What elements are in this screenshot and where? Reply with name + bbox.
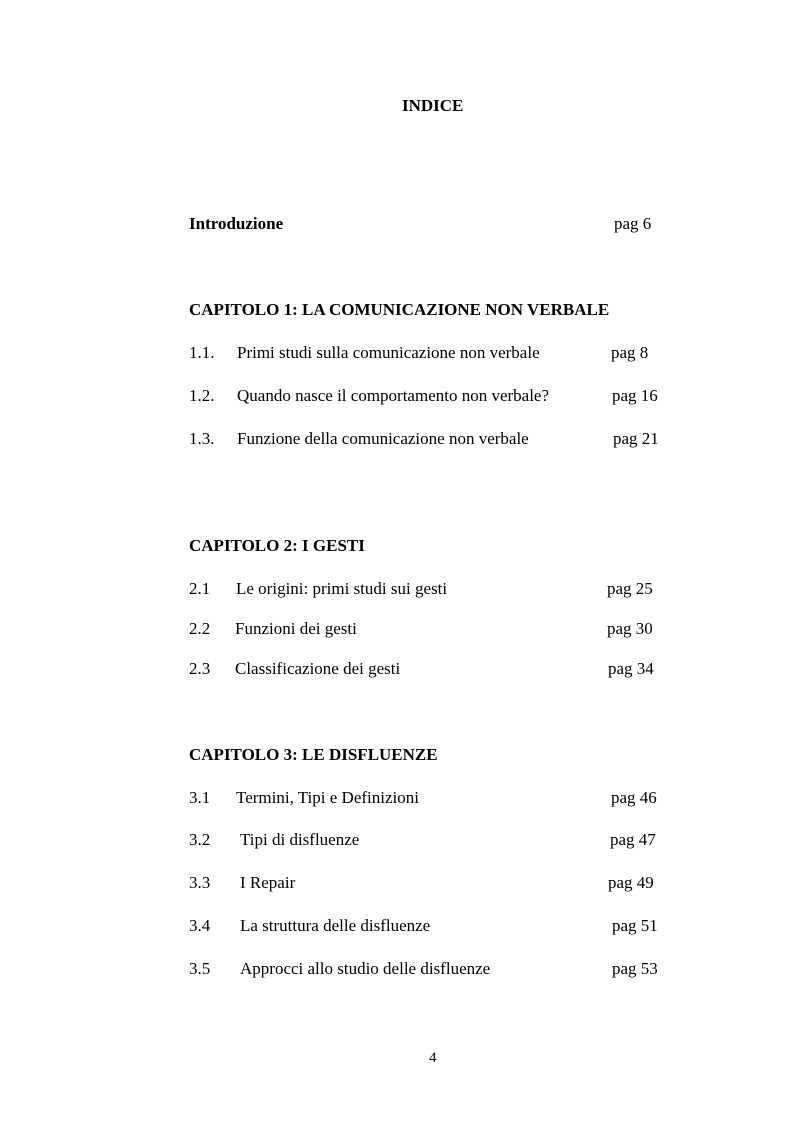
toc-entry-number: 3.1: [189, 788, 211, 807]
toc-entry-page: pag 25: [607, 579, 653, 598]
toc-entry-number: 1.1.: [189, 343, 215, 362]
toc-entry-number: 2.3: [189, 659, 211, 678]
toc-entry-label: Quando nasce il comportamento non verbale?: [237, 386, 550, 405]
toc-entry-label: Termini, Tipi e Definizioni: [236, 788, 419, 807]
intro-label: Introduzione: [189, 214, 284, 233]
toc-entry-number: 3.3: [189, 873, 211, 892]
toc-entry-number: 1.2.: [189, 386, 215, 405]
toc-entry-page: pag 49: [608, 873, 654, 892]
toc-entry-label: Primi studi sulla comunicazione non verbale: [237, 343, 540, 362]
toc-entry-page: pag 30: [607, 619, 653, 638]
chapter-3-heading: CAPITOLO 3: LE DISFLUENZE: [189, 745, 438, 764]
toc-entry-number: 3.4: [189, 916, 211, 935]
page-number: 4: [429, 1050, 437, 1066]
toc-entry-label: Classificazione dei gesti: [235, 659, 401, 678]
chapter-1-heading: CAPITOLO 1: LA COMUNICAZIONE NON VERBALE: [189, 300, 610, 319]
toc-entry-page: pag 34: [608, 659, 654, 678]
toc-entry-page: pag 8: [611, 343, 649, 362]
toc-entry-number: 3.2: [189, 830, 211, 849]
toc-entry-page: pag 53: [612, 959, 658, 978]
toc-entry-number: 3.5: [189, 959, 211, 978]
toc-entry-label: La struttura delle disfluenze: [240, 916, 431, 935]
toc-entry-number: 1.3.: [189, 429, 215, 448]
toc-entry-number: 2.1: [189, 579, 211, 598]
page-title: INDICE: [402, 96, 464, 115]
toc-entry-label: Tipi di disfluenze: [240, 830, 360, 849]
intro-page: pag 6: [614, 214, 652, 233]
toc-entry-page: pag 16: [612, 386, 658, 405]
toc-entry-label: I Repair: [240, 873, 296, 892]
toc-entry-label: Funzione della comunicazione non verbale: [237, 429, 529, 448]
toc-entry-page: pag 51: [612, 916, 658, 935]
chapter-2-heading: CAPITOLO 2: I GESTI: [189, 536, 365, 555]
toc-entry-page: pag 47: [610, 830, 656, 849]
toc-entry-page: pag 46: [611, 788, 657, 807]
toc-entry-label: Funzioni dei gesti: [235, 619, 357, 638]
toc-entry-page: pag 21: [613, 429, 659, 448]
toc-entry-label: Le origini: primi studi sui gesti: [236, 579, 448, 598]
toc-entry-label: Approcci allo studio delle disfluenze: [240, 959, 491, 978]
toc-entry-number: 2.2: [189, 619, 211, 638]
